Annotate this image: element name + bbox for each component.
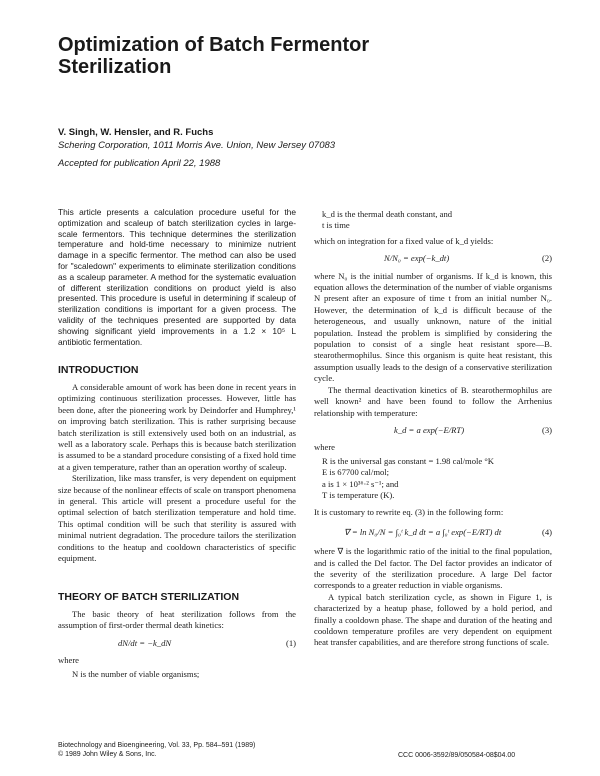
equation-3-number: (3) xyxy=(541,424,552,435)
equation-1 xyxy=(58,638,296,649)
definition-kd: k_d is the thermal death constant, and xyxy=(322,209,453,219)
equation-1-number: (1) xyxy=(285,637,296,648)
equation-4-body: ∇ = ln N₀/N = ∫₀ᵗ k_d dt = a ∫₀ᵗ exp(−E/RT) dt xyxy=(344,526,502,537)
definition-N: N is the number of viable organisms; xyxy=(72,668,200,679)
equation-4 xyxy=(314,527,552,538)
intro-paragraph-2: Sterilization, like mass transfer, is very dependent on equipment size because of the nonlinear effects of scale on transport phenomena in general. This article will present a procedure useful for the optimal selection of batch sterilization temperature and hold time. This optimal condition will be such that sterility is assured with minimal nutrient degradation. The procedure tailors the sterilization conditions to the heatup and cooldown characteristics of specific equipment. xyxy=(58,473,296,564)
equation-3-body: k_d = a exp(−E/RT) xyxy=(394,424,465,435)
arrhenius-definitions xyxy=(314,456,552,502)
introduction-heading: INTRODUCTION xyxy=(58,364,139,376)
equation-2-body: N/N₀ = exp(−k_dt) xyxy=(384,253,450,264)
where-label-2: where xyxy=(314,442,335,453)
definition-E: E is 67700 cal/mol; xyxy=(322,467,390,478)
theory-heading: THEORY OF BATCH STERILIZATION xyxy=(58,591,240,603)
right-paragraph-2: The thermal deactivation kinetics of B. stearothermophilus are well known² and have been found to follow the Arrhenius relationship with temperature: xyxy=(314,384,552,418)
definition-list xyxy=(58,669,296,680)
accepted-date: Accepted for publication April 22, 1988 xyxy=(58,158,221,169)
journal-footer xyxy=(58,741,255,759)
equation-1-body: dN/dt = −k_dN xyxy=(118,637,172,648)
copyright-line: © 1989 John Wiley & Sons, Inc. xyxy=(58,751,157,758)
equation-3 xyxy=(314,425,552,436)
equation-2 xyxy=(314,253,552,264)
introduction-section xyxy=(58,382,296,565)
definition-R: R is the universal gas constant = 1.98 cal/mole °K xyxy=(322,455,495,466)
definition-list-continued xyxy=(314,209,552,232)
journal-citation: Biotechnology and Bioengineering, Vol. 33, Pp. 584–591 (1989) xyxy=(58,742,256,749)
integration-text: which on integration for a fixed value of k_d yields: xyxy=(314,235,494,246)
right-paragraph-1: where N₀ is the initial number of organisms. If k_d is known, this equation allows the determination of the number of viable organisms N present after an exposure of time t from an initial number N₀. However, the determination of k_d is difficult because of the heterogeneous, and usually unknown, nature of the initial population. Instead the problem is simplified by considering the population to consist of a single heat resistant spore—B. stearothermophilus. Since this organism is quite heat resistant, this assumption usually leads to the design of a conservative sterilization cycle. xyxy=(314,270,552,384)
right-paragraph-5: A typical batch sterilization cycle, as shown in Figure 1, is characterized by a heatup phase, followed by a hold period, and finally a cooldown phase. The shape and duration of the heating and cooldown temperature profiles are very dependent on equipment heat transfer capabilities, and are therefore strong functions of scale. xyxy=(314,591,552,648)
article-title: Optimization of Batch Fermentor Sterilization xyxy=(58,34,370,78)
equation-2-number: (2) xyxy=(541,253,552,264)
ccc-code: CCC 0006-3592/89/050584-08$04.00 xyxy=(398,752,516,759)
definition-a: a is 1 × 10³⁶·² s⁻¹; and xyxy=(322,478,399,489)
affiliation: Schering Corporation, 1011 Morris Ave. Union, New Jersey 07083 xyxy=(58,140,336,151)
theory-paragraph-1: The basic theory of heat sterilization follows from the assumption of first-order thermal death kinetics: xyxy=(58,609,296,631)
definition-T: T is temperature (K). xyxy=(322,489,395,500)
where-label: where xyxy=(58,655,79,666)
rewrite-text: It is customary to rewrite eq. (3) in the following form: xyxy=(314,507,504,518)
equation-4-number: (4) xyxy=(541,526,552,537)
right-paragraph-4: where ∇ is the logarithmic ratio of the initial to the final population, and is called the Del factor. The Del factor provides an indicator of the severity of the sterilization procedure. A large Del factor corresponds to a greater reduction in viable organisms. xyxy=(314,546,552,591)
theory-section xyxy=(58,609,296,682)
abstract: This article presents a calculation procedure useful for the optimization and scaleup of batch sterilization cycles in large-scale fermentors. This technique determines the sterilization temperature and hold-time necessary to minimize nutrient damage in a specific fermentor. The method can also be used for "scaledown" experiments to eliminate sterilization conditions as a scaleup parameter. A method for the systematic evaluation of different sterilization conditions on product yield is also presented. This procedure is useful in determining if scaleup of sterilization conditions is important for a given process. The validity of the techniques presented are supported by data showing significant yield improvements in a 1.2 × 10⁵ L antibiotic fermentation. xyxy=(58,207,296,347)
intro-paragraph-1: A considerable amount of work has been done in recent years in optimizing continuous sterilization processes. However, little has been done, after the pioneering work by Deindorfer and Humphrey,¹ on improving batch sterilization. This is rather surprising because batch sterilization is still extensively used both on an industrial, as well as a laboratory scale. Perhaps this is because batch sterilization is assumed to be a standard procedure consisting of a fixed hold time at a given temperature, rather than an operation worthy of scaleup. xyxy=(58,382,296,472)
definition-t: t is time xyxy=(322,220,350,231)
authors: V. Singh, W. Hensler, and R. Fuchs xyxy=(58,127,214,138)
right-column xyxy=(314,207,552,649)
